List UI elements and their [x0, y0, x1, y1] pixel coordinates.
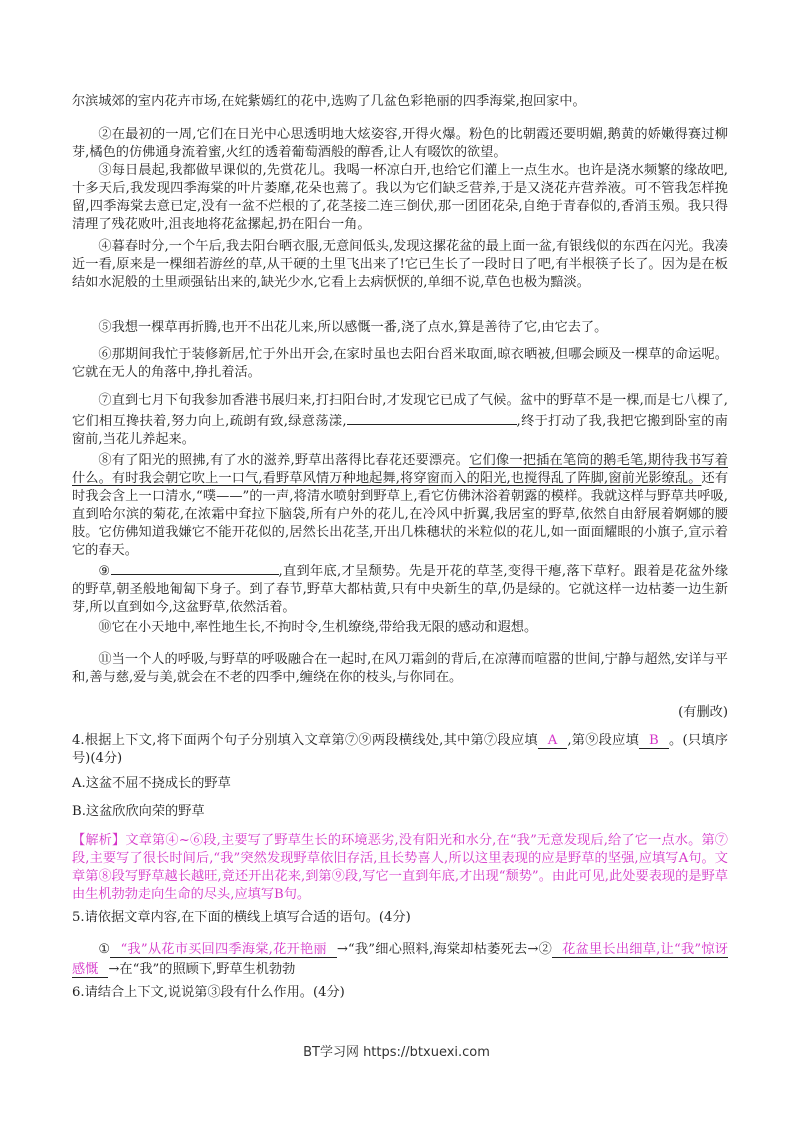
answer-4-1: A [538, 733, 568, 749]
paragraph-1-tail: 尔滨城郊的室内花卉市场,在姹紫嫣红的花中,选购了几盆色彩艳丽的四季海棠,抱回家中。 [72, 94, 586, 109]
fill-blank-7 [347, 410, 517, 425]
paragraph-9: ⑨ ,直到年底,才呈颓势。先是开花的草茎,变得干瘪,落下草籽。跟着是花盆外缘的野草,朝圣般地匍匐下身子。到了春节,野草大都枯黄,只有中央新生的草,仍是绿的。它就这样一边枯萎一边生新芽,所以直到如今,这盆野草,依然活着。 [72, 560, 728, 617]
underlined-sentence: 它们像一把插在笔筒的鹅毛笔,期待我书写着什么。有时我会朝它吹上一口气,看野草风情万种地起舞,将穿窗而入的阳光,也搅得乱了阵脚,窗前光影缭乱。 [72, 453, 728, 486]
paragraph-11: ⑪当一个人的呼吸,与野草的呼吸融合在一起时,在风刀霜剑的背后,在凉薄而喧嚣的世间,宁静与超然,安详与平和,善与慈,爱与美,就会在不老的四季中,缠绕在你的枝头,与你同在。 [72, 652, 728, 685]
footer-watermark: BT学习网 https://btxuexi.com [303, 1045, 490, 1060]
answer-5: ① “我”从花市买回四季海棠,花开艳丽 →“我”细心照料,海棠却枯萎死去→② 花盆里长出细草,让“我”惊讶感慨 →在“我”的照顾下,野草生机勃勃 [72, 942, 728, 977]
answer-5-2: 花盆里长出细草,让“我”惊讶感慨 [72, 942, 728, 977]
answer-4-2: B [639, 733, 669, 749]
fill-blank-9 [111, 560, 279, 575]
paragraph-7: ⑦直到七月下旬我参加香港书展归来,打扫阳台时,才发现它已成了气候。盆中的野草不是一棵,而是七八棵了,它们相互搀扶着,努力向上,疏朗有致,绿意荡漾, ,终于打动了我,我把它搬到卧室的南窗前,当花儿养起来。 [72, 393, 728, 447]
question-6: 6.请结合上下文,说说第③段有什么作用。(4分) [72, 985, 345, 1000]
paragraph-8: ⑧有了阳光的照拂,有了水的滋养,野草出落得比春花还要漂亮。它们像一把插在笔筒的鹅毛笔,期待我书写着什么。有时我会朝它吹上一口气,看野草风情万种地起舞,将穿窗而入的阳光,也搅得乱了阵脚,窗前光影缭乱。还有时我会含上一口清水,“噗——”的一声,将清水喷射到野草上,看它仿佛沐浴着朝露的模样。我就这样与野草共呼吸,直到哈尔滨的菊花,在浓霜中耷拉下脑袋,所有户外的花儿,在冷风中折翼,我居室的野草,依然自由舒展着婀娜的腰肢。它仿佛知道我嫌它不能开花似的,居然长出花茎,开出几株穗状的米粒似的花儿,如一面面耀眼的小旗子,宣示着它的春天。 [72, 453, 729, 558]
edit-note: (有删改) [678, 705, 728, 720]
paragraph-4: ④暮春时分,一个午后,我去阳台晒衣服,无意间低头,发现这摞花盆的最上面一盆,有银线似的东西在闪光。我凑近一看,原来是一棵细若游丝的草,从干硬的土里飞出来了!它已生长了一段时日了吧,有半根筷子长了。因为是在板结如水泥般的土里顽强钻出来的,缺光少水,它看上去病恹恹的,单细不说,草色也极为黯淡。 [72, 239, 728, 290]
paragraph-5: ⑤我想一棵草再折腾,也开不出花儿来,所以感慨一番,浇了点水,算是善待了它,由它去了。 [98, 320, 608, 335]
paragraph-3: ③每日晨起,我都做早课似的,先赏花儿。我喝一杯凉白开,也给它们灌上一点生水。也许是浇水频繁的缘故吧,十多天后,我发现四季海棠的叶片萎靡,花朵也蔫了。我以为它们缺乏营养,于是又浇花卉营养液。可不管我怎样挽留,四季海棠去意已定,没有一盆不烂根的了,花茎接二连三倒伏,那一团团花朵,自绝于青春似的,香消玉殒。我只得清理了残花败叶,沮丧地将花盆摞起,扔在阳台一角。 [72, 163, 728, 232]
option-a: A.这盆不屈不挠成长的野草 [72, 776, 231, 791]
question-4: 4.根据上下文,将下面两个句子分别填入文章第⑦⑨两段横线处,其中第⑦段应填 A ,第⑨段应填 B 。(只填序号)(4分) [72, 733, 728, 766]
analysis: 【解析】文章第④~⑥段,主要写了野草生长的环境恶劣,没有阳光和水分,在“我”无意发现后,给了它一点水。第⑦段,主要写了很长时间后,“我”突然发现野草依旧存活,且长势喜人,所以这里表现的应是野草的坚强,应填写A句。文章第⑧段写野草越长越旺,竟还开出花来,到第⑨段,写它一直到年底,才出现“颓势”。由此可见,此处要表现的是野草由生机勃勃走向生命的尽头,应填写B句。 [72, 833, 728, 902]
paragraph-2: ②在最初的一周,它们在日光中心思透明地大炫姿容,开得火爆。粉色的比朝霞还要明媚,鹅黄的娇嫩得赛过柳芽,橘色的仿佛通身流着蜜,火红的透着葡萄酒般的醇香,让人有啜饮的欲望。 [72, 127, 728, 160]
question-5: 5.请依据文章内容,在下面的横线上填写合适的语句。(4分) [72, 910, 411, 925]
answer-5-1: “我”从花市买回四季海棠,花开艳丽 [110, 942, 336, 958]
paragraph-10: ⑩它在小天地中,率性地生长,不拘时令,生机缭绕,带给我无限的感动和遐想。 [98, 620, 538, 635]
option-b: B.这盆欣欣向荣的野草 [72, 804, 205, 819]
paragraph-6: ⑥那期间我忙于装修新居,忙于外出开会,在家时虽也去阳台舀米取面,晾衣晒被,但哪会顾及一棵草的命运呢。它就在无人的角落中,挣扎着活。 [72, 347, 728, 380]
